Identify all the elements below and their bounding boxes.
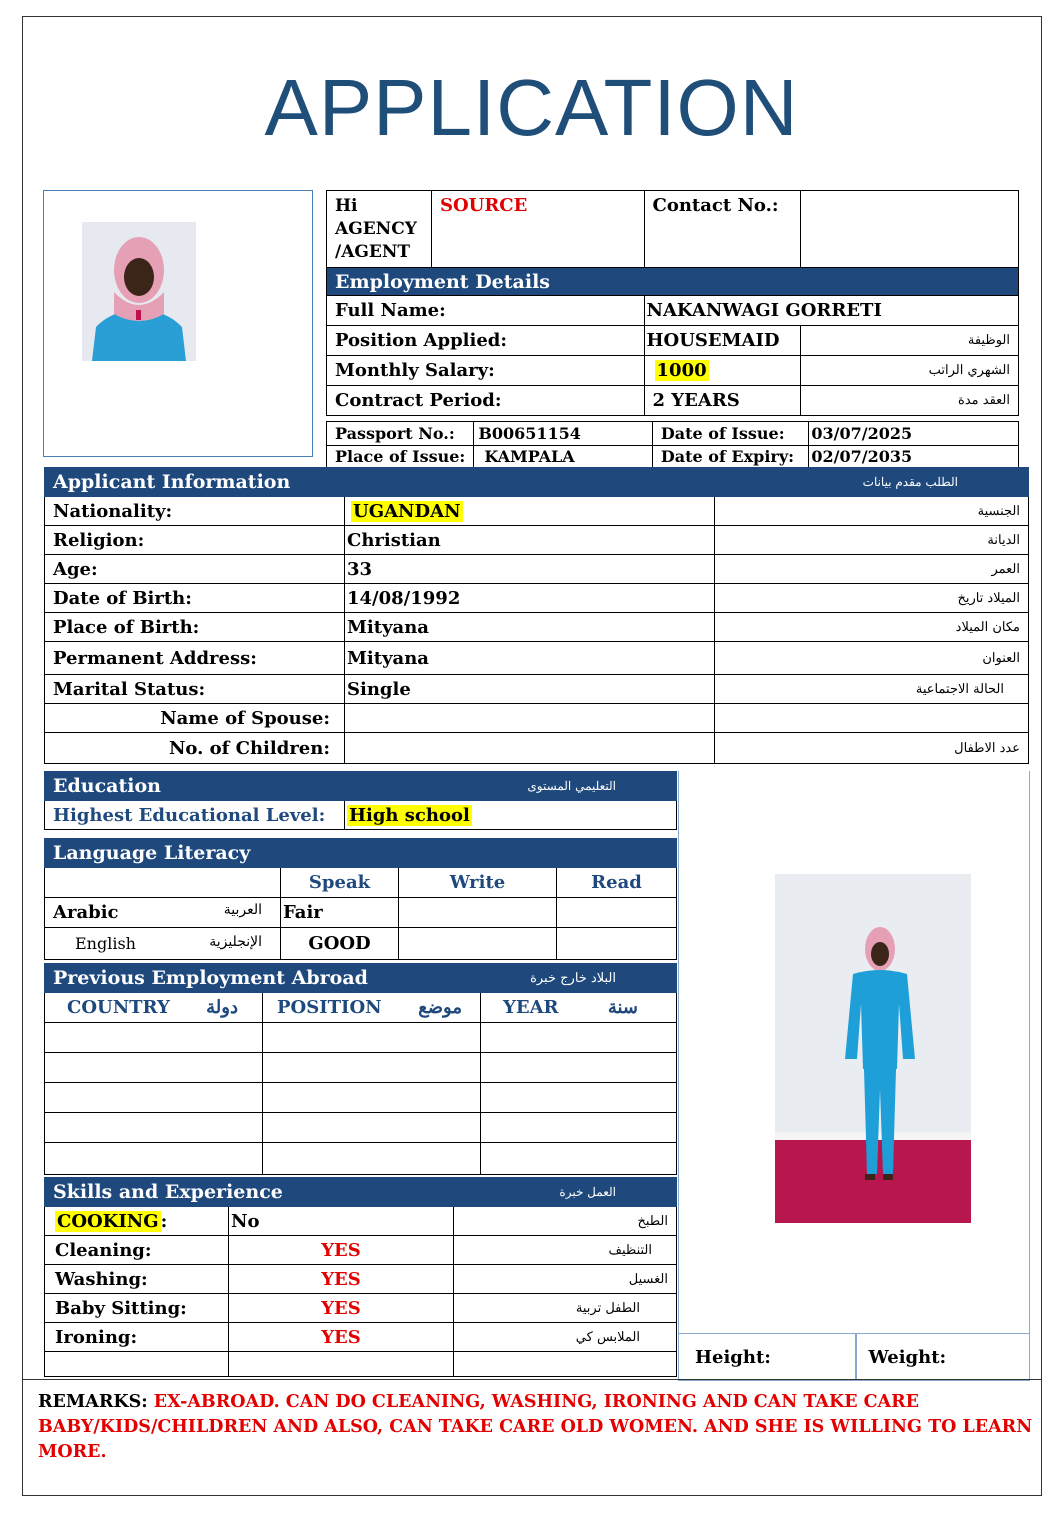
salary-arabic: الشهري الراتب: [801, 356, 1019, 386]
skill-cleaning-value: YES: [229, 1236, 454, 1265]
language-table: [44, 838, 677, 960]
pob-label: Place of Birth:: [45, 613, 345, 642]
contract-value: 2 YEARS: [644, 386, 801, 416]
measurements-table: [678, 1333, 1030, 1381]
nationality-label: Nationality:: [45, 497, 345, 526]
education-level-cell: [345, 801, 677, 830]
language-header: Language Literacy: [45, 839, 677, 868]
employment-header: Employment Details: [327, 268, 1019, 296]
height-label: Height:: [679, 1334, 856, 1381]
country-column-header: COUNTRY دولة: [45, 993, 263, 1023]
page-title: APPLICATION: [264, 63, 799, 152]
applicant-header-arabic: الطلب مقدم بيانات: [715, 468, 1029, 497]
education-header: Education: [45, 772, 345, 801]
address-value: Mityana: [345, 642, 715, 675]
arabic-speak: Fair: [281, 898, 399, 928]
applicant-table: [44, 467, 1029, 764]
skill-washing-value: YES: [229, 1265, 454, 1294]
skill-babysitting-label: Baby Sitting:: [45, 1294, 229, 1323]
contact-value: [801, 191, 1019, 268]
education-level-label: Highest Educational Level:: [45, 801, 345, 830]
table-row: [45, 1143, 677, 1175]
passport-photo-box: [43, 190, 313, 457]
previous-header: Previous Employment Abroad: [45, 964, 481, 993]
english-read: [557, 928, 677, 960]
language-name-arabic: الإنجليزية: [209, 934, 262, 950]
skills-header-arabic: العمل خبرة: [454, 1178, 677, 1207]
skill-ironing-arabic: الملابس كي: [454, 1323, 677, 1352]
skill-ironing-label: Ironing:: [45, 1323, 229, 1352]
previous-employment-table: [44, 963, 677, 1175]
issue-date-value: 03/07/2025: [809, 422, 1019, 446]
marital-arabic: الحالة الاجتماعية: [715, 675, 1029, 704]
year-column-header: YEAR سنة: [481, 993, 677, 1023]
dob-label: Date of Birth:: [45, 584, 345, 613]
language-name: English: [75, 934, 136, 953]
source-field: SOURCE: [431, 191, 644, 268]
table-row: [45, 1023, 677, 1053]
expiry-date-label: Date of Expiry:: [652, 446, 808, 468]
agency-label: Hi AGENCY /AGENT: [327, 191, 432, 268]
address-label: Permanent Address:: [45, 642, 345, 675]
children-label: No. of Children:: [45, 733, 345, 764]
religion-arabic: الديانة: [715, 526, 1029, 555]
religion-value: Christian: [345, 526, 715, 555]
marital-value: Single: [345, 675, 715, 704]
remarks-text-line1: EX-ABROAD. CAN DO CLEANING, WASHING, IRONING AND CAN TAKE CARE: [153, 1392, 920, 1412]
salary-value: 1000: [656, 360, 707, 381]
table-row: [45, 1053, 677, 1083]
spouse-label: Name of Spouse:: [45, 704, 345, 733]
skill-washing-label: Washing:: [45, 1265, 229, 1294]
skill-cleaning-label: Cleaning:: [45, 1236, 229, 1265]
passport-table: [326, 421, 1019, 468]
spouse-value: [345, 704, 715, 733]
english-write: [399, 928, 557, 960]
marital-label: Marital Status:: [45, 675, 345, 704]
education-table: [44, 771, 677, 830]
write-column-header: Write: [399, 868, 557, 898]
address-arabic: العنوان: [715, 642, 1029, 675]
english-speak: GOOD: [281, 928, 399, 960]
pob-value: Mityana: [345, 613, 715, 642]
pob-arabic: مكان الميلاد: [715, 613, 1029, 642]
skill-washing-arabic: الغسيل: [454, 1265, 677, 1294]
language-blank-header: [45, 868, 281, 898]
nationality-cell: [345, 497, 715, 526]
passport-no-value: B00651154: [474, 422, 653, 446]
children-arabic: عدد الاطفال: [715, 733, 1029, 764]
table-row: [45, 1083, 677, 1113]
cooking-highlight: COOKING: [57, 1210, 159, 1232]
language-name-arabic: العربية: [223, 902, 262, 918]
skill-babysitting-arabic: الطفل تربية: [454, 1294, 677, 1323]
age-label: Age:: [45, 555, 345, 584]
remarks-label: REMARKS:: [38, 1392, 148, 1412]
remarks-divider: [23, 1379, 1041, 1380]
children-value: [345, 733, 715, 764]
arabic-read: [557, 898, 677, 928]
previous-header-arabic: البلاد خارج خبرة: [481, 964, 677, 993]
position-label: Position Applied:: [327, 326, 645, 356]
age-arabic: العمر: [715, 555, 1029, 584]
skill-cleaning-arabic: التنظيف: [454, 1236, 677, 1265]
skill-ironing-value: YES: [229, 1323, 454, 1352]
weight-label: Weight:: [856, 1334, 1030, 1381]
language-row-arabic: [45, 898, 281, 928]
speak-column-header: Speak: [281, 868, 399, 898]
contract-label: Contract Period:: [327, 386, 645, 416]
spouse-arabic: [715, 704, 1029, 733]
position-value: HOUSEMAID: [644, 326, 801, 356]
full-body-photo: [775, 874, 971, 1223]
applicant-header: Applicant Information: [45, 468, 715, 497]
place-issue-label: Place of Issue:: [327, 446, 474, 468]
skill-babysitting-value: YES: [229, 1294, 454, 1323]
nationality-arabic: الجنسية: [715, 497, 1029, 526]
language-name: Arabic: [53, 902, 119, 923]
skill-cooking-value: No: [229, 1207, 454, 1236]
read-column-header: Read: [557, 868, 677, 898]
skill-cooking-label: COOKING :: [45, 1207, 229, 1236]
education-level-value: High school: [349, 804, 470, 826]
position-arabic: موضع: [418, 997, 462, 1018]
place-issue-value: KAMPALA: [474, 446, 653, 468]
remarks: [38, 1390, 1038, 1465]
age-value: 33: [345, 555, 715, 584]
position-arabic: الوظيفة: [801, 326, 1019, 356]
passport-no-label: Passport No.:: [327, 422, 474, 446]
table-row: [45, 1113, 677, 1143]
language-row-english: [45, 928, 281, 960]
contract-arabic: العقد مدة: [801, 386, 1019, 416]
issue-date-label: Date of Issue:: [652, 422, 808, 446]
skill-cooking-arabic: الطبخ: [454, 1207, 677, 1236]
expiry-date-value: 02/07/2035: [809, 446, 1019, 468]
dob-arabic: الميلاد تاريخ: [715, 584, 1029, 613]
employment-table: [326, 190, 1019, 416]
position-column-header: POSITION موضع: [263, 993, 481, 1023]
remarks-text-line2: BABY/KIDS/CHILDREN AND ALSO, CAN TAKE CARE OLD WOMEN. AND SHE IS WILLING TO LEARN MORE.: [38, 1417, 1033, 1462]
salary-label: Monthly Salary:: [327, 356, 645, 386]
country-arabic: دولة: [206, 997, 238, 1018]
skills-table: [44, 1177, 677, 1377]
passport-photo: [82, 222, 196, 361]
arabic-write: [399, 898, 557, 928]
full-name-label: Full Name:: [327, 296, 645, 326]
religion-label: Religion:: [45, 526, 345, 555]
salary-cell: [644, 356, 801, 386]
nationality-value: UGANDAN: [353, 500, 461, 522]
contact-label: Contact No.:: [644, 191, 801, 268]
full-name-value: NAKANWAGI GORRETI: [644, 296, 1018, 326]
dob-value: 14/08/1992: [345, 584, 715, 613]
year-arabic: سنة: [607, 997, 638, 1018]
skills-header: Skills and Experience: [45, 1178, 454, 1207]
education-header-arabic: التعليمي المستوى: [345, 772, 677, 801]
